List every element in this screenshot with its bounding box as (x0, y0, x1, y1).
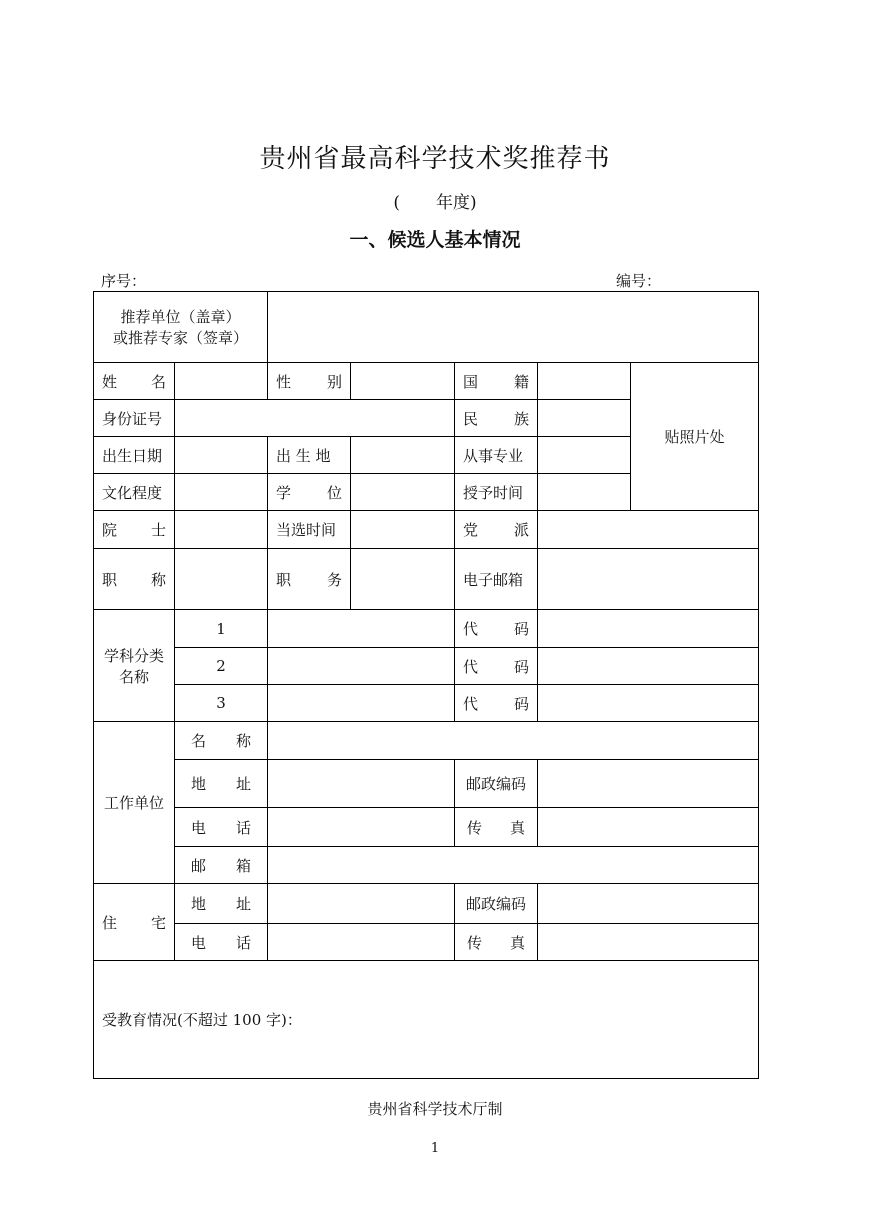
duty-label: 职 务 (268, 549, 351, 610)
title-label: 职 称 (94, 549, 175, 610)
title-field[interactable] (175, 549, 268, 610)
work-address-field[interactable] (268, 760, 455, 808)
work-mail-field[interactable] (268, 847, 759, 884)
party-field[interactable] (538, 511, 759, 549)
home-address-field[interactable] (268, 884, 455, 924)
academician-label: 院 士 (94, 511, 175, 549)
discipline-index: 1 (175, 610, 268, 648)
recommender-label-line1: 推荐单位（盖章） (120, 308, 241, 326)
page-number: 1 (430, 1141, 440, 1156)
nationality-label: 国 籍 (455, 363, 538, 400)
discipline-name-field[interactable] (268, 610, 455, 648)
discipline-index: 3 (175, 685, 268, 722)
education-history-label: 受教育情况(不超过 100 字)： (102, 1011, 302, 1029)
recommender-label (94, 292, 268, 363)
party-label: 党 派 (455, 511, 538, 549)
degree-date-label: 授予时间 (455, 474, 538, 511)
email-label: 电子邮箱 (455, 549, 538, 610)
academician-field[interactable] (175, 511, 268, 549)
year-open: ( (393, 193, 400, 213)
discipline-name-field[interactable] (268, 648, 455, 685)
work-name-field[interactable] (268, 722, 759, 760)
discipline-code-field[interactable] (538, 648, 759, 685)
candidate-info-table (93, 291, 759, 1079)
number-label: 编号： (616, 272, 662, 290)
elected-date-field[interactable] (351, 511, 455, 549)
home-address-label: 地 址 (175, 884, 268, 924)
ethnicity-field[interactable] (538, 400, 631, 437)
home-phone-field[interactable] (268, 924, 455, 961)
education-history-field[interactable] (94, 961, 759, 1079)
discipline-label-line1: 学科分类 (103, 646, 164, 665)
discipline-code-field[interactable] (538, 610, 759, 648)
discipline-label (94, 610, 175, 722)
ethnicity-label: 民 族 (455, 400, 538, 437)
education-level-label: 文化程度 (94, 474, 175, 511)
discipline-label-line2: 名称 (118, 667, 149, 686)
birth-place-field[interactable] (351, 437, 455, 474)
work-postcode-label: 邮政编码 (455, 760, 538, 808)
home-postcode-field[interactable] (538, 884, 759, 924)
home-label: 住 宅 (94, 884, 175, 961)
discipline-index: 2 (175, 648, 268, 685)
document-title: 贵州省最高科学技术奖推荐书 (259, 144, 611, 174)
work-phone-label: 电 话 (175, 808, 268, 847)
birth-place-label: 出 生 地 (268, 437, 351, 474)
elected-date-label: 当选时间 (268, 511, 351, 549)
photo-placeholder: 贴照片处 (631, 363, 759, 511)
work-fax-field[interactable] (538, 808, 759, 847)
nationality-field[interactable] (538, 363, 631, 400)
id-number-label: 身份证号 (94, 400, 175, 437)
degree-field[interactable] (351, 474, 455, 511)
degree-label: 学 位 (268, 474, 351, 511)
name-field[interactable] (175, 363, 268, 400)
work-postcode-field[interactable] (538, 760, 759, 808)
degree-date-field[interactable] (538, 474, 631, 511)
discipline-code-field[interactable] (538, 685, 759, 722)
discipline-code-label: 代 码 (455, 648, 538, 685)
birth-date-label: 出生日期 (94, 437, 175, 474)
home-fax-field[interactable] (538, 924, 759, 961)
issuer-footer: 贵州省科学技术厅制 (367, 1100, 503, 1118)
work-phone-field[interactable] (268, 808, 455, 847)
year-label: 年度) (436, 193, 477, 213)
work-fax-label: 传 真 (455, 808, 538, 847)
section-title: 一、候选人基本情况 (349, 229, 521, 251)
id-number-field[interactable] (175, 400, 455, 437)
discipline-code-label: 代 码 (455, 610, 538, 648)
home-phone-label: 电 话 (175, 924, 268, 961)
work-name-label: 名 称 (175, 722, 268, 760)
home-fax-label: 传 真 (455, 924, 538, 961)
birth-date-field[interactable] (175, 437, 268, 474)
discipline-code-label: 代 码 (455, 685, 538, 722)
profession-field[interactable] (538, 437, 631, 474)
discipline-name-field[interactable] (268, 685, 455, 722)
name-label: 姓 名 (94, 363, 175, 400)
email-field[interactable] (538, 549, 759, 610)
profession-label: 从事专业 (455, 437, 538, 474)
serial-label: 序号： (101, 272, 147, 290)
gender-label: 性 别 (268, 363, 351, 400)
year-line (0, 188, 870, 213)
work-address-label: 地 址 (175, 760, 268, 808)
home-postcode-label: 邮政编码 (455, 884, 538, 924)
education-level-field[interactable] (175, 474, 268, 511)
work-mail-label: 邮 箱 (175, 847, 268, 884)
duty-field[interactable] (351, 549, 455, 610)
recommender-label-line2: 或推荐专家（签章） (113, 329, 249, 347)
work-unit-label: 工作单位 (94, 722, 175, 884)
recommender-field[interactable] (268, 292, 759, 363)
gender-field[interactable] (351, 363, 455, 400)
